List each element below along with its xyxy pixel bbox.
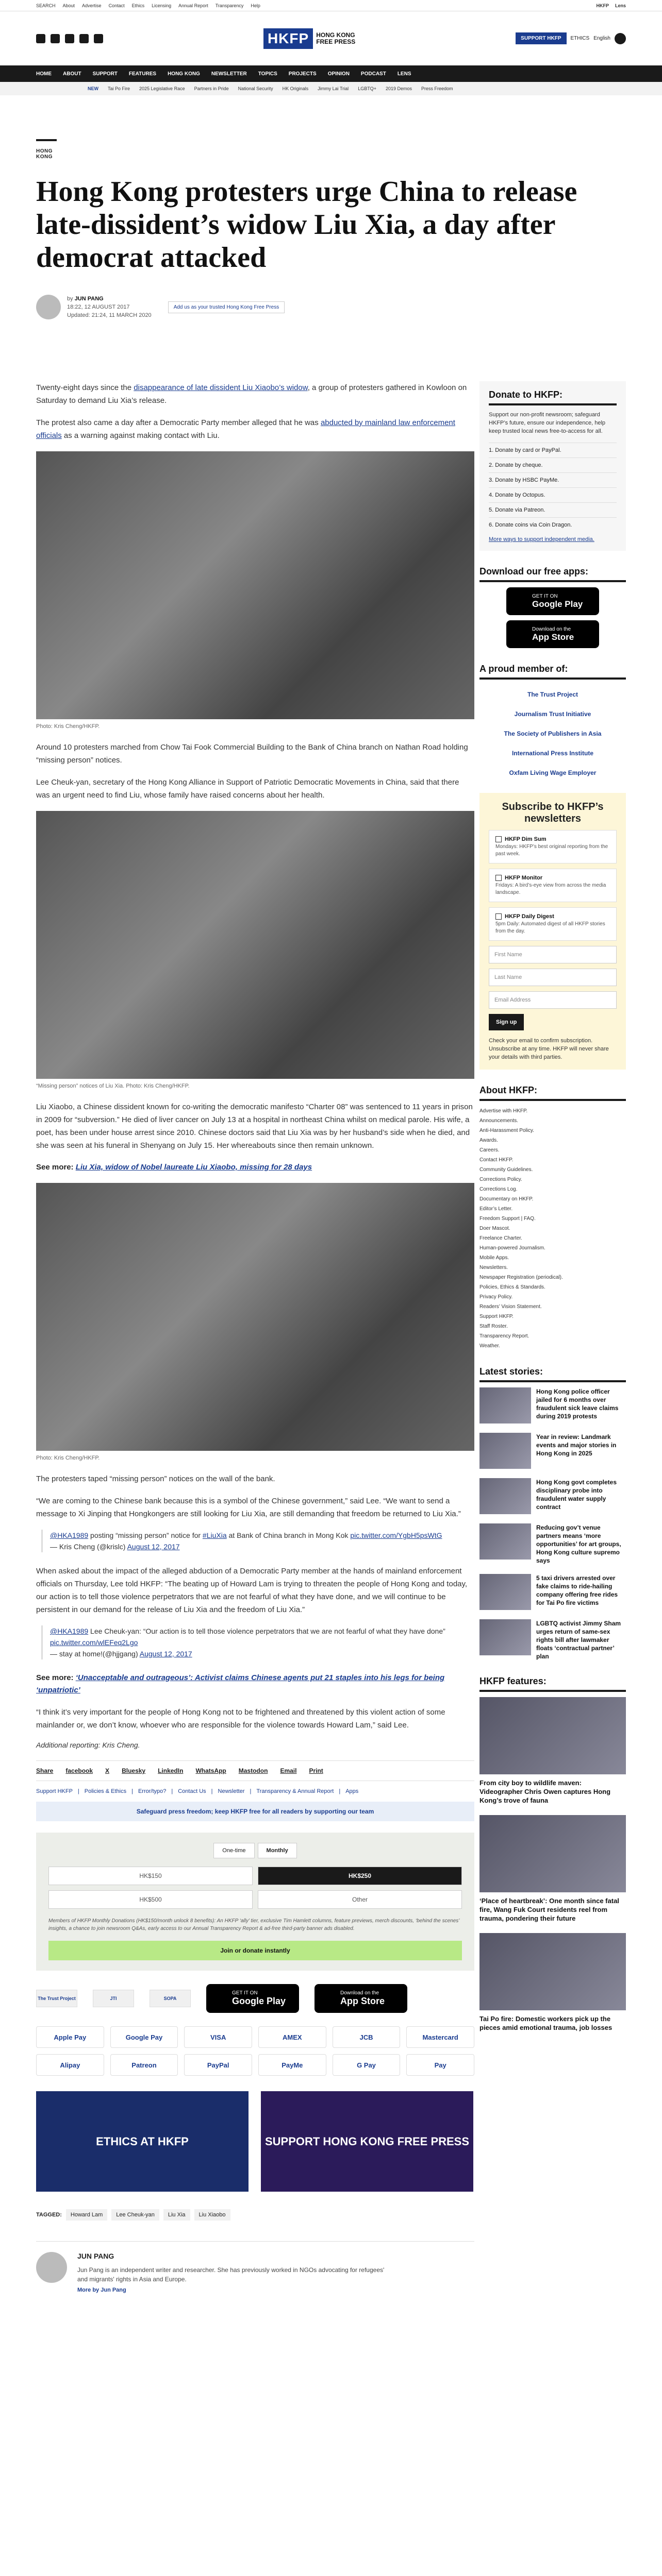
share-bar [36, 1760, 474, 1781]
amount-option-selected[interactable]: HK$250 [258, 1867, 462, 1885]
payment-methods [36, 2026, 474, 2076]
trending-link[interactable]: 2025 Legislative Race [139, 86, 185, 91]
app-store-button[interactable]: Download on the App Store [315, 1984, 407, 2013]
x-icon[interactable] [51, 34, 60, 43]
tag[interactable]: Liu Xia [163, 2209, 190, 2221]
paragraph: Around 10 protesters marched from Chow Tai Fook Commercial Building to the Bank of China branch on Nathan Road holding “missing person” notices. [36, 743, 468, 765]
more-by-author-link[interactable]: More by Jun Pang [77, 2287, 126, 2293]
support-hkfp-button[interactable]: SUPPORT HKFP [516, 32, 566, 44]
google-preferred-button[interactable]: Add us as your trusted Hong Kong Free Press [168, 301, 285, 313]
nav-hong-kong[interactable]: HONG KONG [168, 71, 200, 77]
latest-story-title[interactable]: Year in review: Landmark events and major stories in Hong Kong in 2025 [536, 1433, 617, 1457]
trending-link[interactable]: Tai Po Fire [108, 86, 130, 91]
tag[interactable]: Liu Xiaobo [194, 2209, 230, 2221]
article-body [36, 381, 474, 2293]
latest-heading: Latest stories: [479, 1366, 626, 1382]
newsletter-panel [479, 793, 626, 1070]
latest-story[interactable] [479, 1574, 626, 1610]
feature-story[interactable] [479, 1933, 626, 2032]
footer-link[interactable]: Apps [345, 1788, 359, 1794]
updated-date: Updated: 21:24, 11 MARCH 2020 [67, 312, 152, 318]
author-name[interactable]: JUN PANG [74, 296, 104, 302]
donate-option[interactable]: 1. Donate by card or PayPal. [489, 443, 617, 457]
feature-title[interactable]: ‘Place of heartbreak’: One month since fatal fire, Wang Fuk Court residents reel from trauma, pondering their future [479, 1897, 619, 1922]
about-link[interactable]: Documentary on HKFP. [479, 1196, 534, 1202]
share-whatsapp-button[interactable]: WhatsApp [195, 1767, 226, 1774]
sign-up-button[interactable]: Sign up [489, 1014, 524, 1030]
member-logo[interactable]: Journalism Trust Initiative [514, 710, 591, 718]
author-bio: Jun Pang is an independent writer and researcher. She has previously worked in NGOs advocating for refugees' and migrants' rights in Asia and Europe. [77, 2266, 385, 2283]
amount-option[interactable]: HK$500 [48, 1890, 253, 1909]
share-email-button[interactable]: Email [280, 1767, 297, 1774]
story-thumbnail[interactable] [479, 1574, 531, 1610]
share-linkedin-button[interactable]: LinkedIn [158, 1767, 184, 1774]
article-container [36, 139, 626, 2293]
donate-option[interactable]: 6. Donate coins via Coin Dragon. [489, 517, 617, 532]
trust-badge: SOPA [150, 1990, 191, 2007]
story-thumbnail[interactable] [479, 1478, 531, 1514]
topbar-link-ethics[interactable]: Ethics [131, 3, 145, 8]
join-donate-button[interactable]: Join or donate instantly [48, 1941, 462, 1960]
top-utility-bar [0, 0, 662, 11]
search-icon[interactable] [615, 33, 626, 44]
author-box-name[interactable]: JUN PANG [77, 2252, 114, 2260]
newsletter-option[interactable]: HKFP Monitor Fridays: A bird’s-eye view from across the media landscape. [489, 869, 617, 902]
donate-panel [479, 381, 626, 551]
paragraph: The protesters taped “missing person” notices on the wall of the bank. [36, 1475, 275, 1483]
article-photo [36, 811, 474, 1079]
social-icons [36, 34, 103, 43]
trust-badges [36, 1984, 474, 2013]
feature-title[interactable]: Tai Po fire: Domestic workers pick up the pieces amid emotional trauma, job losses [479, 2015, 613, 2031]
topbar-link-contact[interactable]: Contact [108, 3, 125, 8]
donate-option[interactable]: 2. Donate by cheque. [489, 457, 617, 472]
google-play-button[interactable]: GET IT ON Google Play [506, 587, 599, 615]
share-mastodon-button[interactable]: Mastodon [238, 1767, 268, 1774]
share-x-button[interactable]: X [105, 1767, 110, 1774]
masthead [0, 11, 662, 65]
story-thumbnail[interactable] [479, 1433, 531, 1469]
trust-badge: JTI [93, 1990, 134, 2007]
checkbox-icon[interactable] [495, 836, 502, 842]
tagged-label: TAGGED: [36, 2212, 62, 2218]
tweet-date-link[interactable]: August 12, 2017 [127, 1543, 180, 1551]
tweet-hashtag[interactable]: #LiuXia [202, 1531, 227, 1539]
amount-option-other[interactable]: Other [258, 1890, 462, 1909]
paragraph: The protest also came a day after a Democratic Party member alleged that he was abducted by mainland law enforcement officials as a warning against making contact with Liu. [36, 418, 455, 440]
about-link[interactable]: Advertise with HKFP. [479, 1108, 528, 1114]
nav-home[interactable]: HOME [36, 71, 52, 77]
story-thumbnail[interactable] [479, 1619, 531, 1655]
search-link[interactable]: SEARCH [36, 3, 56, 8]
latest-story[interactable] [479, 1478, 626, 1514]
promo-banners [36, 2091, 474, 2192]
sidebar [479, 381, 626, 2042]
photo-caption: Photo: Kris Cheng/HKFP. [36, 723, 100, 730]
topbar-link-about[interactable]: About [62, 3, 75, 8]
article-photo [36, 451, 474, 719]
app-store-button[interactable]: Download on the App Store [506, 620, 599, 648]
topbar-link-help[interactable]: Help [251, 3, 260, 8]
trending-link[interactable]: Jimmy Lai Trial [318, 86, 349, 91]
latest-story-title[interactable]: Hong Kong police officer jailed for 6 months over fraudulent sick leave claims during 2019 protests [536, 1388, 619, 1420]
amount-option[interactable]: HK$150 [48, 1867, 253, 1885]
trending-link[interactable]: Partners in Pride [194, 86, 229, 91]
payment-icon: PayMe [258, 2054, 326, 2076]
donate-option[interactable]: 5. Donate via Patreon. [489, 502, 617, 517]
feature-story[interactable] [479, 1815, 626, 1923]
nav-podcast[interactable]: PODCAST [360, 71, 386, 77]
latest-story[interactable] [479, 1387, 626, 1423]
newsletter-heading: Subscribe to HKFP’s newsletters [502, 801, 604, 824]
article-headline: Hong Kong protesters urge China to release late-dissident’s widow Liu Xia, a day after democrat attacked [36, 176, 577, 274]
photo-caption: Photo: Kris Cheng/HKFP. [36, 1455, 100, 1461]
footer-link[interactable]: Error/typo? [138, 1788, 167, 1794]
tag[interactable]: Howard Lam [66, 2209, 107, 2221]
trust-badge: The Trust Project [36, 1990, 77, 2007]
feature-thumbnail[interactable] [479, 1815, 626, 1892]
latest-story[interactable] [479, 1523, 626, 1565]
member-logo[interactable]: Oxfam Living Wage Employer [509, 769, 597, 776]
google-play-button[interactable]: GET IT ON Google Play [206, 1984, 299, 2013]
nav-opinion[interactable]: OPINION [327, 71, 350, 77]
donate-option[interactable]: 3. Donate by HSBC PayMe. [489, 472, 617, 487]
paragraph: Twenty-eight days since the disappearance of late dissident Liu Xiaobo’s widow, a group of protesters gathered in Kowloon on Saturday to demand Liu Xia’s release. [36, 383, 467, 405]
trending-link[interactable]: National Security [238, 86, 273, 91]
support-promo-banner[interactable]: SUPPORT HONG KONG FREE PRESS [261, 2091, 473, 2192]
about-link[interactable]: Contact HKFP. [479, 1157, 514, 1163]
about-link[interactable]: Weather. [479, 1343, 500, 1349]
newsletter-option[interactable]: HKFP Daily Digest 5pm Daily: Automated digest of all HKFP stories from the day. [489, 907, 617, 941]
email-field[interactable]: Email Address [489, 991, 617, 1009]
first-name-field[interactable]: First Name [489, 946, 617, 963]
topbar-link-hkfp[interactable]: HKFP [596, 3, 609, 8]
see-more-link[interactable]: ‘Unacceptable and outrageous’: Activist claims Chinese agents put 21 staples into his legs for being ‘unpatriotic’ [36, 1673, 445, 1694]
nav-features[interactable]: FEATURES [128, 71, 157, 77]
new-badge: NEW [88, 86, 98, 91]
section-label[interactable]: HONG KONG [36, 139, 57, 160]
nav-lens[interactable]: LENS [397, 71, 411, 77]
about-link[interactable]: Readers’ Vision Statement. [479, 1304, 542, 1310]
about-link[interactable]: Editor’s Letter. [479, 1206, 513, 1212]
about-link[interactable]: Staff Roster. [479, 1324, 508, 1329]
payment-icon: JCB [333, 2026, 401, 2048]
member-logo[interactable]: The Society of Publishers in Asia [504, 730, 602, 737]
about-link[interactable]: Corrections Log. [479, 1187, 518, 1192]
latest-story[interactable] [479, 1619, 626, 1660]
tag[interactable]: Lee Cheuk-yan [111, 2209, 159, 2221]
about-link[interactable]: Careers. [479, 1147, 500, 1153]
feature-thumbnail[interactable] [479, 1697, 626, 1774]
trending-link[interactable]: Press Freedom [421, 86, 453, 91]
payment-icon: Apple Pay [36, 2026, 104, 2048]
nav-support[interactable]: SUPPORT [92, 71, 118, 77]
facebook-icon[interactable] [36, 34, 45, 43]
latest-story-title[interactable]: LGBTQ activist Jimmy Sham urges return of same-sex rights bill after lawmaker floats ‘contractual partner’ plan [536, 1620, 621, 1660]
instagram-icon[interactable] [65, 34, 74, 43]
about-link[interactable]: Policies, Ethics & Standards. [479, 1284, 545, 1290]
language-link[interactable]: English [593, 36, 610, 41]
inline-link[interactable]: disappearance of late dissident Liu Xiaobo’s widow [134, 383, 308, 392]
payment-icon: PayPal [184, 2054, 252, 2076]
about-link[interactable]: Anti-Harassment Policy. [479, 1128, 534, 1133]
newsletter-option[interactable]: HKFP Dim Sum Mondays: HKFP’s best original reporting from the past week. [489, 830, 617, 863]
embedded-tweet: @HKA1989 posting “missing person” notice for #LiuXia at Bank of China branch in Mong Kok pic.twitter.com/YgbH5psWtG — Kris Cheng (@krislc) August 12, 2017 [41, 1530, 474, 1552]
about-link[interactable]: Freelance Charter. [479, 1235, 522, 1241]
paragraph: Lee Cheuk-yan, secretary of the Hong Kong Alliance in Support of Patriotic Democratic Movements in China, said that there was an urgent need to find Liu, whose family have raised concerns about her health. [36, 778, 459, 800]
trending-link[interactable]: HK Originals [282, 86, 309, 91]
about-link[interactable]: Doer Mascot. [479, 1226, 510, 1231]
feature-thumbnail[interactable] [479, 1933, 626, 2010]
footer-link[interactable]: Policies & Ethics [84, 1788, 127, 1794]
nav-topics[interactable]: TOPICS [258, 71, 277, 77]
paragraph: When asked about the impact of the alleged abduction of a Democratic Party member at the hands of mainland enforcement officials on Thursday, Lee told HKFP: “The beating up of Howard Lam is trying to threaten the people of Hong Kong and today, our action is to tell those violence perpetrators that we are not fearful of what they have done, and we will continue to be persistent in our demand for the release of Liu Xia and the freedom of Liu Xia.” [36, 1567, 468, 1614]
publish-date: 18:22, 12 AUGUST 2017 [67, 304, 130, 310]
newsletter-note: Check your email to confirm subscription. Unsubscribe at any time. HKFP will never share your details with third parties. [489, 1038, 609, 1060]
tab-monthly[interactable]: Monthly [258, 1843, 297, 1858]
checkbox-icon[interactable] [495, 875, 502, 881]
latest-story[interactable] [479, 1433, 626, 1469]
tweet-pic-link[interactable]: pic.twitter.com/YgbH5psWtG [350, 1531, 442, 1539]
share-label: Share [36, 1767, 54, 1774]
about-links [479, 1106, 626, 1351]
member-heading: A proud member of: [479, 664, 626, 680]
main-nav [0, 65, 662, 82]
story-thumbnail[interactable] [479, 1523, 531, 1560]
byline [36, 295, 626, 319]
about-link[interactable]: Community Guidelines. [479, 1167, 533, 1173]
tweet-date-link[interactable]: August 12, 2017 [139, 1650, 192, 1658]
last-name-field[interactable]: Last Name [489, 969, 617, 986]
about-link[interactable]: Newsletters. [479, 1265, 508, 1270]
inline-link[interactable]: abducted by mainland law enforcement officials [36, 418, 455, 440]
donate-option[interactable]: 4. Donate by Octopus. [489, 487, 617, 502]
topbar-link-licensing[interactable]: Licensing [152, 3, 172, 8]
footer-link[interactable]: Newsletter [218, 1788, 245, 1794]
features-heading: HKFP features: [479, 1676, 626, 1692]
donate-note: Members of HKFP Monthly Donations (HK$150/month unlock 8 benefits): An HKFP ‘ally’ tier, exclusive Tim Hamlett columns, feature previews, merch discounts, ‘behind the scenes’ insights, a chance to join newsroom Q&As, early access to our Annual Transparency Report & ad-free third-party banner ads disabled. [48, 1918, 459, 1931]
latest-story-title[interactable]: Reducing gov’t venue partners means ‘more opportunities’ for art groups, Hong Kong culture supremo says [536, 1524, 621, 1564]
trending-link[interactable]: LGBTQ+ [358, 86, 376, 91]
share-print-button[interactable]: Print [309, 1767, 323, 1774]
about-heading: About HKFP: [479, 1085, 626, 1101]
see-more: See more: Liu Xia, widow of Nobel laureate Liu Xiaobo, missing for 28 days [36, 1163, 312, 1172]
about-link[interactable]: Transparency Report. [479, 1333, 529, 1339]
about-link[interactable]: Human-powered Journalism. [479, 1245, 545, 1251]
about-link[interactable]: Freedom Support | FAQ. [479, 1216, 536, 1222]
logo-line-2: FREE PRESS [316, 38, 356, 45]
donation-widget [36, 1833, 474, 1971]
donate-heading: Donate to HKFP: [489, 389, 617, 405]
payment-icon: Patreon [110, 2054, 178, 2076]
tweet-mention[interactable]: @HKA1989 [50, 1627, 89, 1635]
member-logo[interactable]: The Trust Project [527, 691, 578, 698]
payment-icon: Pay [406, 2054, 474, 2076]
payment-icon: Mastercard [406, 2026, 474, 2048]
apps-heading: Download our free apps: [479, 566, 626, 582]
tweet-pic-link[interactable]: pic.twitter.com/wlEFeq2Lgo [50, 1638, 138, 1647]
share-bluesky-button[interactable]: Bluesky [122, 1767, 146, 1774]
see-more: See more: ‘Unacceptable and outrageous’: Activist claims Chinese agents put 21 staples into his legs for being ‘unpatriotic’ [36, 1673, 445, 1694]
safeguard-banner[interactable]: Safeguard press freedom; keep HKFP free for all readers by supporting our team [36, 1802, 474, 1821]
about-link[interactable]: Awards. [479, 1138, 498, 1143]
photo-caption: “Missing person” notices of Liu Xia. Photo: Kris Cheng/HKFP. [36, 1083, 190, 1089]
payment-icon: G Pay [333, 2054, 401, 2076]
trending-link[interactable]: 2019 Demos [385, 86, 412, 91]
youtube-icon[interactable] [79, 34, 89, 43]
latest-story-title[interactable]: 5 taxi drivers arrested over fake claims to ride-hailing company offering free rides for Tai Po fire victims [536, 1574, 618, 1606]
logo-mark: HKFP [263, 28, 313, 49]
about-link[interactable]: Newspaper Registration (periodical). [479, 1275, 563, 1280]
about-link[interactable]: Privacy Policy. [479, 1294, 513, 1300]
latest-story-title[interactable]: Hong Kong govt completes disciplinary probe into fraudulent water supply contract [536, 1479, 617, 1511]
about-link[interactable]: Announcements. [479, 1118, 519, 1124]
about-link[interactable]: Support HKFP. [479, 1314, 514, 1319]
payment-icon: Google Pay [110, 2026, 178, 2048]
embedded-tweet: @HKA1989 Lee Cheuk-yan: “Our action is to tell those violence perpetrators that we are not fearful of what they have done” pic.twitter.com/wlEFeq2Lgo — stay at home!(@hjjgang) August 12, 2017 [41, 1625, 474, 1659]
nav-about[interactable]: ABOUT [63, 71, 81, 77]
author-avatar [36, 2252, 67, 2283]
nav-projects[interactable]: PROJECTS [288, 71, 317, 77]
ethics-promo-banner[interactable]: ETHICS AT HKFP [36, 2091, 249, 2192]
paragraph: “I think it’s very important for the people of Hong Kong not to be frightened and threatened by this violent action of some mainlander or, we don’t know, whoever who are responsible for the violence towards Howard Lam,” said Lee. [36, 1708, 445, 1730]
author-box [36, 2241, 474, 2293]
hkfp-logo[interactable] [263, 28, 355, 49]
footer-link[interactable]: Contact Us [178, 1788, 206, 1794]
tab-one-time[interactable]: One-time [213, 1843, 254, 1858]
paragraph: Liu Xiaobo, a Chinese dissident known for co-writing the democratic manifesto “Charter 08” was sentenced to 11 years in prison in 2009 for “subversion.” He died of liver cancer on July 13 at a hospital in northeast China whilst on medical parole. His wife, a poet, has been under house arrest since 2010. Chinese doctors said that Liu Xia was by her husband’s side when he died, and she was seen at his funeral in Shenyang on July 15. Her whereabouts since then remain unknown. [36, 1103, 473, 1150]
story-thumbnail[interactable] [479, 1387, 531, 1423]
tweet-mention[interactable]: @HKA1989 [50, 1531, 89, 1539]
about-link[interactable]: Mobile Apps. [479, 1255, 509, 1261]
additional-reporting: Additional reporting: Kris Cheng. [36, 1741, 140, 1749]
topbar-link-lens[interactable]: Lens [615, 3, 626, 8]
topbar-link-advertise[interactable]: Advertise [82, 3, 102, 8]
more-ways-link[interactable]: More ways to support independent media. [489, 536, 594, 543]
topbar-link-transparency[interactable]: Transparency [215, 3, 244, 8]
article-footer-links: Support HKFP | Policies & Ethics | Error/typo? | Contact Us | Newsletter | Transparency & Annual Report | Apps [36, 1788, 359, 1794]
tag-list [36, 2209, 474, 2221]
paragraph: “We are coming to the Chinese bank because this is a symbol of the Chinese government,” said Lee. “We want to send a message to Xi Jinping that Hongkongers are still looking for Liu Xia, are still demanding that freedom be returned to Liu Xia.” [36, 1497, 461, 1518]
about-link[interactable]: Corrections Policy. [479, 1177, 522, 1182]
byline-by: by [67, 296, 73, 302]
nav-newsletter[interactable]: NEWSLETTER [211, 71, 247, 77]
topbar-link-annual-report[interactable]: Annual Report [178, 3, 208, 8]
member-logo[interactable]: International Press Institute [511, 750, 594, 757]
see-more-link[interactable]: Liu Xia, widow of Nobel laureate Liu Xiaobo, missing for 28 days [75, 1163, 312, 1172]
ethics-link[interactable]: ETHICS [570, 36, 590, 41]
footer-link[interactable]: Support HKFP [36, 1788, 73, 1794]
payment-icon: VISA [184, 2026, 252, 2048]
trending-bar [0, 82, 662, 95]
donate-text: Support our non-profit newsroom; safeguard HKFP’s future, ensure our independence, help keep trusted local news free-to-access for all. [489, 412, 606, 434]
author-avatar [36, 295, 61, 319]
payment-icon: AMEX [258, 2026, 326, 2048]
footer-link[interactable]: Transparency & Annual Report [256, 1788, 334, 1794]
feature-title[interactable]: From city boy to wildlife maven: Videographer Chris Owen captures Hong Kong’s trove of fauna [479, 1779, 611, 1804]
threads-icon[interactable] [94, 34, 103, 43]
article-photo [36, 1183, 474, 1451]
checkbox-icon[interactable] [495, 913, 502, 920]
feature-story[interactable] [479, 1697, 626, 1805]
payment-icon: Alipay [36, 2054, 104, 2076]
logo-line-1: HONG KONG [316, 31, 355, 39]
share-facebook-button[interactable]: facebook [65, 1767, 93, 1774]
